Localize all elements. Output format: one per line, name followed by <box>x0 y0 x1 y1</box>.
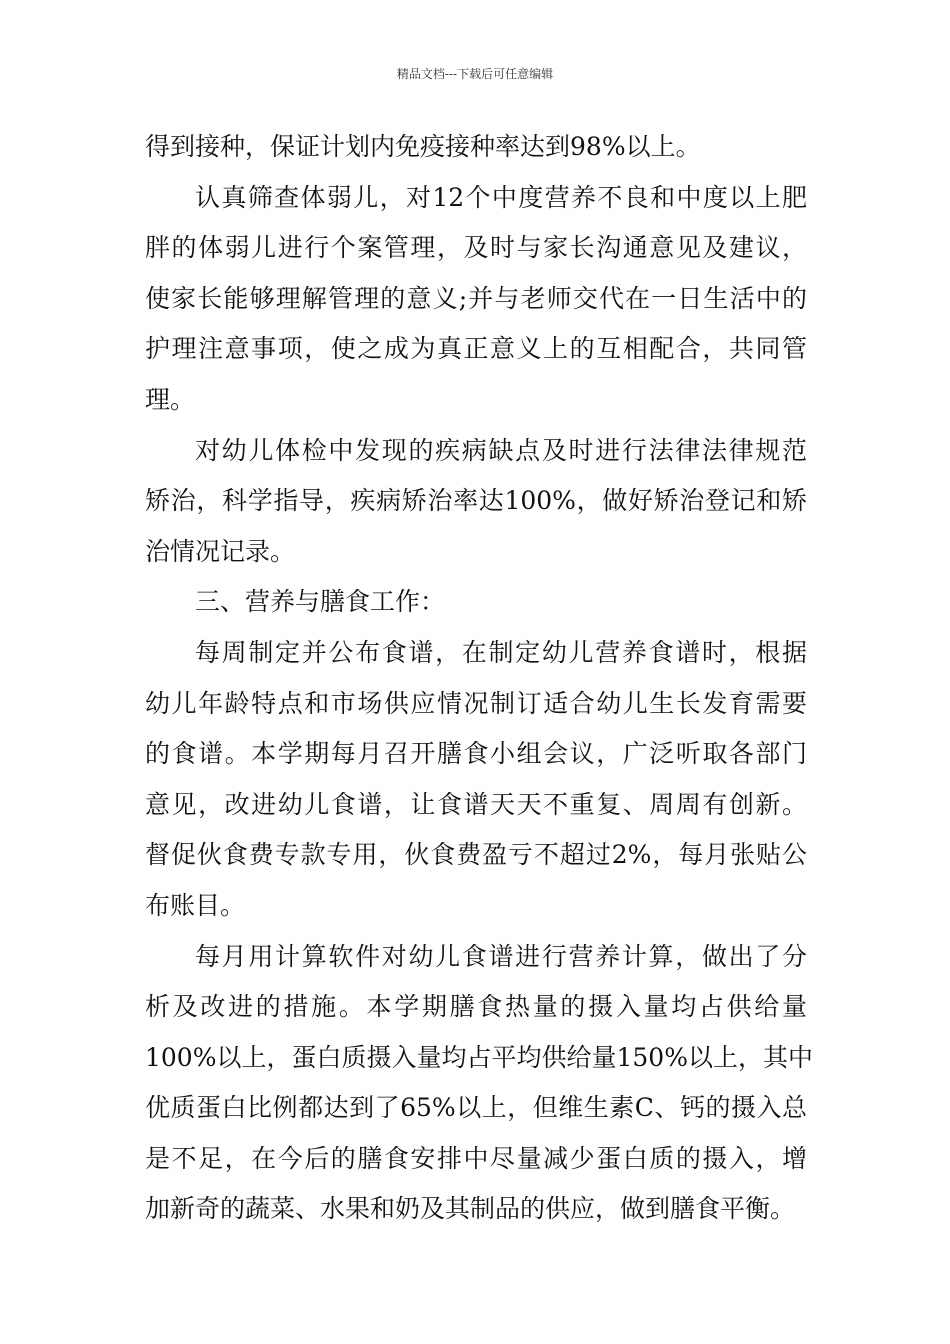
paragraph-line: 每周制定并公布食谱，在制定幼儿营养食谱时，根据 <box>195 637 807 667</box>
paragraph-line: 意见，改进幼儿食谱，让食谱天天不重复、周周有创新。 <box>145 789 807 819</box>
paragraph <box>145 932 813 1236</box>
paragraph-line: 胖的体弱儿进行个案管理，及时与家长沟通意见及建议， <box>145 233 807 263</box>
paragraph-line: 督促伙食费专款专用，伙食费盈亏不超过2%，每月张贴公 <box>145 840 807 870</box>
paragraph-line: 100%以上，蛋白质摄入量均占平均供给量150%以上，其中 <box>145 1042 813 1072</box>
paragraph-line: 幼儿年龄特点和市场供应情况制订适合幼儿生长发育需要 <box>145 688 807 718</box>
paragraph-line: 得到接种，保证计划内免疫接种率达到98%以上。 <box>145 132 701 161</box>
paragraph-line: 加新奇的蔬菜、水果和奶及其制品的供应，做到膳食平衡。 <box>145 1194 796 1224</box>
page-header: 精品文档---下载后可任意编辑 <box>396 67 554 81</box>
paragraph <box>145 577 807 628</box>
paragraph-line: 每月用计算软件对幼儿食谱进行营养计算，做出了分 <box>195 941 807 971</box>
paragraph-line: 的食谱。本学期每月召开膳食小组会议，广泛听取各部门 <box>145 739 807 769</box>
paragraph-line: 矫治，科学指导，疾病矫治率达100%，做好矫治登记和矫 <box>145 486 807 516</box>
paragraph <box>145 628 807 932</box>
paragraph <box>145 122 807 173</box>
paragraph-line: 三、营养与膳食工作： <box>195 587 446 617</box>
paragraph-line: 布账目。 <box>145 890 246 920</box>
paragraph-line: 认真筛查体弱儿，对12个中度营养不良和中度以上肥 <box>195 182 807 212</box>
paragraph-line: 护理注意事项，使之成为真正意义上的互相配合，共同管 <box>145 334 807 364</box>
paragraph-line: 析及改进的措施。本学期膳食热量的摄入量均占供给量 <box>145 992 807 1022</box>
paragraph-line: 优质蛋白比例都达到了65%以上，但维生素C、钙的摄入总 <box>145 1093 807 1123</box>
paragraph <box>145 173 807 426</box>
paragraph-line: 是不足，在今后的膳食安排中尽量减少蛋白质的摄入，增 <box>145 1143 807 1173</box>
paragraph-line: 理。 <box>145 384 196 414</box>
paragraph-line: 使家长能够理解管理的意义;并与老师交代在一日生活中的 <box>145 283 807 313</box>
paragraph-line: 治情况记录。 <box>145 536 296 566</box>
paragraph <box>145 426 807 578</box>
paragraph-line: 对幼儿体检中发现的疾病缺点及时进行法律法律规范 <box>195 435 807 465</box>
document-body <box>145 122 813 1235</box>
